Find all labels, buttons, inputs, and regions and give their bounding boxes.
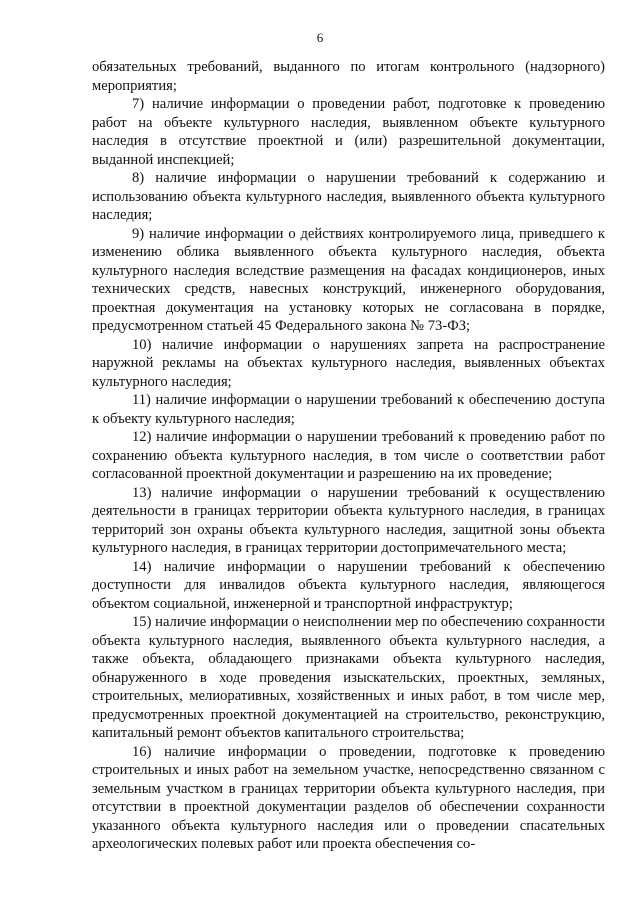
paragraph-item-7: 7) наличие информации о проведении работ, подготовке к проведению работ на объекте культурного наследия, выявленном объекте культурного наследия в отсутствие проектной и (или) разрешительной документации, выданной инспекцией; [92, 96, 605, 168]
paragraph-item-13: 13) наличие информации о нарушении требований к осуществлению деятельности в границах территории объекта культурного наследия, в границах территорий зон охраны объекта культурного наследия, защитной зоны объекта культурного наследия, в границах территории достопримечательного места; [92, 484, 605, 556]
paragraph-continuation: обязательных требований, выданного по итогам контрольного (надзорного) мероприятия; [92, 59, 605, 94]
paragraph-item-9: 9) наличие информации о действиях контролируемого лица, приведшего к изменению облика выявленного объекта культурного наследия, объекта культурного наследия вследствие размещения на фасадах кондиционеров, иных технических средств, навесных конструкций, инженерного оборудования, проектная документация на установку которых не согласована в порядке, предусмотренном статьей 45 Федерального закона № 73-ФЗ; [92, 225, 605, 334]
paragraph-item-14: 14) наличие информации о нарушении требований к обеспечению доступности для инвалидов объекта культурного наследия, являющегося объектом социальной, инженерной и транспортной инфраструктур; [92, 558, 605, 612]
paragraph-item-10: 10) наличие информации о нарушениях запрета на распространение наружной рекламы на объектах культурного наследия, выявленных объектах культурного наследия; [92, 336, 605, 390]
document-body [92, 58, 605, 854]
paragraph-item-8: 8) наличие информации о нарушении требований к содержанию и использованию объекта культурного наследия, выявленного объекта культурного наследия; [92, 170, 605, 223]
paragraph-item-15: 15) наличие информации о неисполнении мер по обеспечению сохранности объекта культурного наследия, выявленного объекта культурного наследия, а также объекта, обладающего признаками объекта культурного наследия, обнаруженного в ходе проведения изыскательских, проектных, земляных, строительных, мелиоративных, хозяйственных и иных работ, в том числе мер, предусмотренных проектной документацией на строительство, реконструкцию, капитальный ремонт объектов капитального строительства; [92, 614, 605, 741]
paragraph-item-11: 11) наличие информации о нарушении требований к обеспечению доступа к объекту культурного наследия; [92, 392, 605, 427]
page-number: 6 [316, 30, 324, 45]
paragraph-item-16: 16) наличие информации о проведении, подготовке к проведению строительных и иных работ на земельном участке, непосредственно связанном с земельным участком в границах территории объекта культурного наследия, при отсутствии в проектной документации разделов об обеспечении сохранности указанного объекта культурного наследия или о проведении спасательных археологических полевых работ или проекта обеспечения со- [92, 743, 605, 852]
paragraph-item-12: 12) наличие информации о нарушении требований к проведению работ по сохранению объекта культурного наследия, в том числе о соответствии работ согласованной проектной документации и разрешению на их проведение; [92, 429, 605, 482]
